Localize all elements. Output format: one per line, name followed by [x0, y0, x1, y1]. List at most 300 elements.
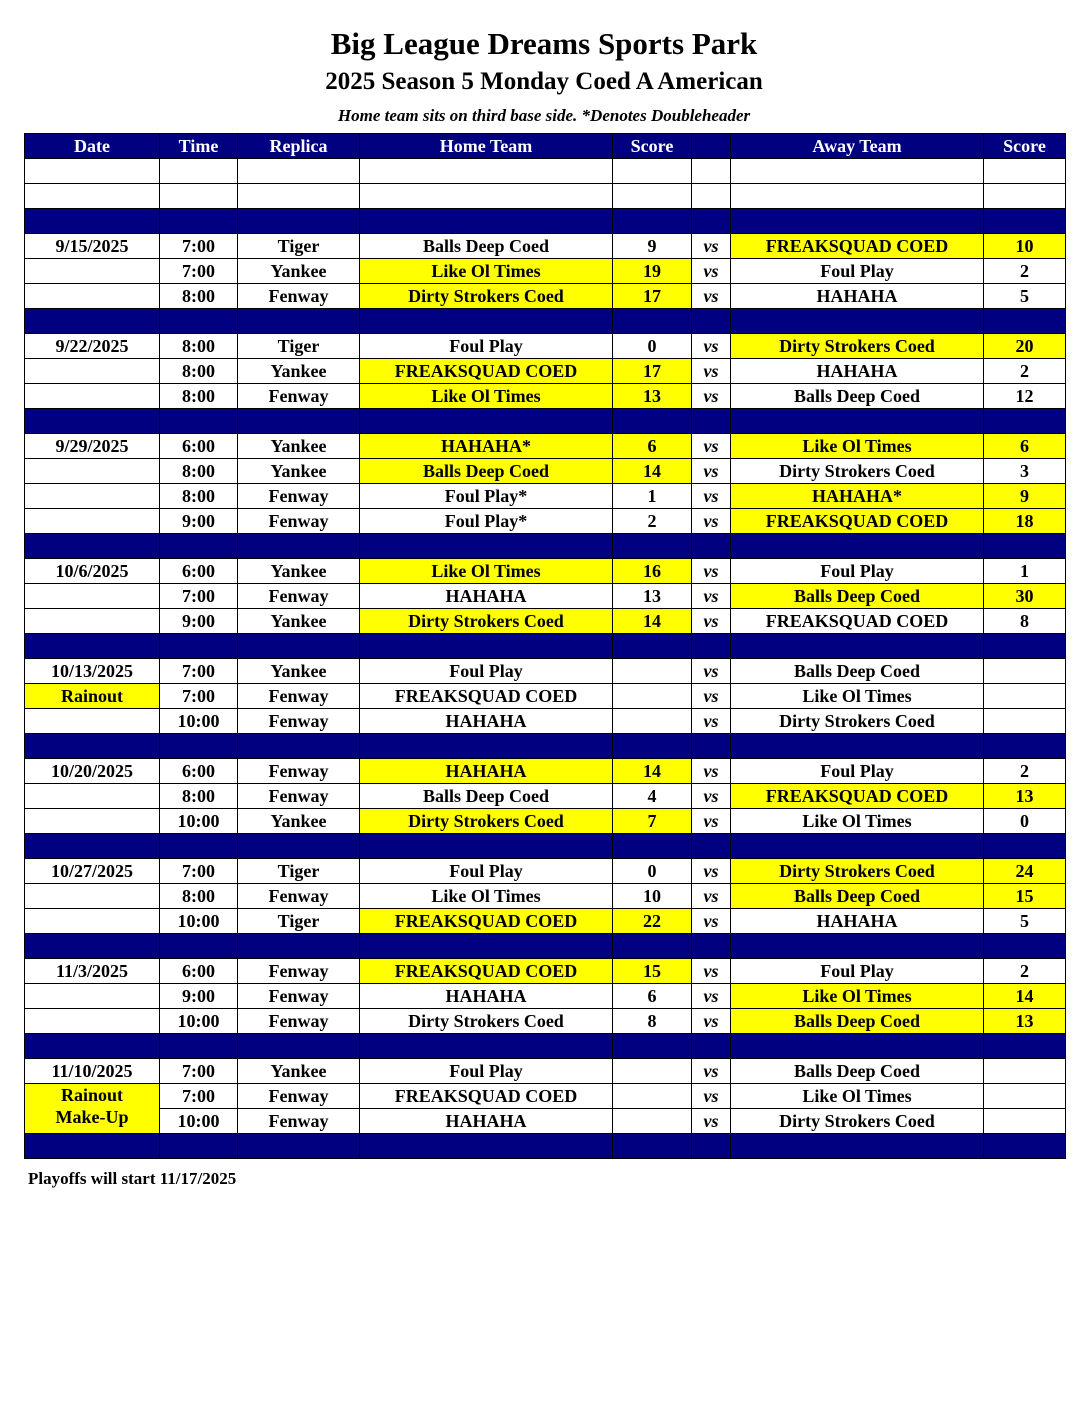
away-score: 24: [984, 859, 1066, 884]
game-replica: Tiger: [238, 859, 360, 884]
away-score: 30: [984, 584, 1066, 609]
game-date: 11/3/2025: [25, 959, 160, 984]
away-team: Dirty Strokers Coed: [731, 334, 984, 359]
away-team: Like Ol Times: [731, 1084, 984, 1109]
home-score: 6: [613, 434, 692, 459]
home-score: [613, 684, 692, 709]
home-score: 7: [613, 809, 692, 834]
empty-cell: [984, 1034, 1066, 1059]
vs-label: vs: [692, 334, 731, 359]
game-row: [25, 1009, 1066, 1034]
empty-cell: [731, 734, 984, 759]
game-replica: Fenway: [238, 709, 360, 734]
empty-cell: [731, 209, 984, 234]
game-row: [25, 1059, 1066, 1084]
away-team: Balls Deep Coed: [731, 584, 984, 609]
game-time: 8:00: [160, 284, 238, 309]
empty-cell: [25, 834, 160, 859]
game-replica: Yankee: [238, 459, 360, 484]
home-score: 10: [613, 884, 692, 909]
away-score: [984, 709, 1066, 734]
away-team: HAHAHA: [731, 284, 984, 309]
away-score: 2: [984, 359, 1066, 384]
col-header-vs: [692, 134, 731, 159]
home-score: 0: [613, 859, 692, 884]
game-time: 10:00: [160, 1109, 238, 1134]
vs-label: vs: [692, 459, 731, 484]
game-time: 7:00: [160, 859, 238, 884]
game-replica: Yankee: [238, 434, 360, 459]
away-team: Dirty Strokers Coed: [731, 709, 984, 734]
page-subtitle: 2025 Season 5 Monday Coed A American: [325, 68, 763, 95]
empty-cell: [984, 409, 1066, 434]
home-score: 16: [613, 559, 692, 584]
game-replica: Tiger: [238, 234, 360, 259]
game-row: [25, 284, 1066, 309]
game-row: [25, 434, 1066, 459]
game-time: 10:00: [160, 809, 238, 834]
home-score: 14: [613, 609, 692, 634]
away-score: 18: [984, 509, 1066, 534]
empty-cell: [160, 734, 238, 759]
empty-cell: [984, 934, 1066, 959]
home-team: Foul Play: [360, 659, 613, 684]
empty-cell: [731, 159, 984, 184]
empty-cell: [360, 934, 613, 959]
empty-cell: [25, 284, 160, 309]
empty-cell: [360, 1034, 613, 1059]
away-score: 10: [984, 234, 1066, 259]
home-team: Like Ol Times: [360, 259, 613, 284]
game-row: [25, 484, 1066, 509]
empty-cell: [613, 409, 692, 434]
separator-row: [25, 209, 1066, 234]
game-time: 9:00: [160, 509, 238, 534]
home-score: 13: [613, 384, 692, 409]
empty-cell: [692, 309, 731, 334]
game-replica: Fenway: [238, 1084, 360, 1109]
game-date: 9/22/2025: [25, 334, 160, 359]
empty-cell: [731, 534, 984, 559]
vs-label: vs: [692, 1009, 731, 1034]
vs-label: vs: [692, 759, 731, 784]
game-time: 7:00: [160, 659, 238, 684]
empty-cell: [25, 634, 160, 659]
away-team: Like Ol Times: [731, 984, 984, 1009]
away-score: 9: [984, 484, 1066, 509]
separator-row: [25, 934, 1066, 959]
empty-cell: [613, 934, 692, 959]
home-score: 8: [613, 1009, 692, 1034]
away-team: Balls Deep Coed: [731, 659, 984, 684]
empty-cell: [25, 359, 160, 384]
home-team: Balls Deep Coed: [360, 459, 613, 484]
game-time: 6:00: [160, 559, 238, 584]
empty-cell: [360, 834, 613, 859]
home-team: FREAKSQUAD COED: [360, 359, 613, 384]
empty-cell: [160, 1134, 238, 1159]
page-title: Big League Dreams Sports Park: [330, 26, 758, 61]
game-replica: Fenway: [238, 1009, 360, 1034]
away-team: Like Ol Times: [731, 434, 984, 459]
away-team: Like Ol Times: [731, 809, 984, 834]
game-time: 8:00: [160, 359, 238, 384]
game-row: [25, 509, 1066, 534]
vs-label: vs: [692, 609, 731, 634]
empty-cell: [692, 1134, 731, 1159]
game-row: [25, 659, 1066, 684]
game-time: 10:00: [160, 909, 238, 934]
home-score: [613, 1059, 692, 1084]
vs-label: vs: [692, 909, 731, 934]
away-score: 15: [984, 884, 1066, 909]
home-score: [613, 709, 692, 734]
empty-cell: [613, 1134, 692, 1159]
away-team: Foul Play: [731, 959, 984, 984]
game-time: 6:00: [160, 959, 238, 984]
game-row: [25, 584, 1066, 609]
home-team: Foul Play*: [360, 509, 613, 534]
empty-cell: [25, 909, 160, 934]
vs-label: vs: [692, 509, 731, 534]
game-time: 8:00: [160, 784, 238, 809]
game-row: [25, 884, 1066, 909]
empty-cell: [692, 634, 731, 659]
empty-cell: [160, 634, 238, 659]
home-score: 0: [613, 334, 692, 359]
empty-cell: [692, 1034, 731, 1059]
game-row: [25, 684, 1066, 709]
empty-cell: [238, 634, 360, 659]
vs-label: vs: [692, 859, 731, 884]
away-team: FREAKSQUAD COED: [731, 509, 984, 534]
empty-cell: [25, 259, 160, 284]
game-row: [25, 559, 1066, 584]
game-time: 8:00: [160, 884, 238, 909]
home-team: Dirty Strokers Coed: [360, 809, 613, 834]
empty-cell: [25, 459, 160, 484]
home-score: 17: [613, 284, 692, 309]
empty-cell: [613, 159, 692, 184]
separator-row: [25, 534, 1066, 559]
empty-cell: [692, 934, 731, 959]
empty-cell: [984, 309, 1066, 334]
vs-label: vs: [692, 959, 731, 984]
away-team: HAHAHA: [731, 359, 984, 384]
away-team: FREAKSQUAD COED: [731, 609, 984, 634]
away-team: Foul Play: [731, 259, 984, 284]
empty-cell: [984, 209, 1066, 234]
game-replica: Fenway: [238, 784, 360, 809]
empty-cell: [160, 409, 238, 434]
home-score: 14: [613, 759, 692, 784]
vs-label: vs: [692, 259, 731, 284]
empty-cell: [360, 734, 613, 759]
game-time: 7:00: [160, 1084, 238, 1109]
vs-label: vs: [692, 1109, 731, 1134]
home-score: 15: [613, 959, 692, 984]
game-replica: Fenway: [238, 959, 360, 984]
away-score: 14: [984, 984, 1066, 1009]
game-time: 7:00: [160, 684, 238, 709]
game-replica: Fenway: [238, 509, 360, 534]
game-time: 8:00: [160, 459, 238, 484]
empty-cell: [25, 159, 160, 184]
home-score: 2: [613, 509, 692, 534]
col-header-replica: Replica: [238, 134, 360, 159]
vs-label: vs: [692, 709, 731, 734]
empty-cell: [25, 809, 160, 834]
empty-cell: [613, 184, 692, 209]
away-score: 5: [984, 284, 1066, 309]
empty-cell: [160, 934, 238, 959]
empty-cell: [613, 534, 692, 559]
away-team: Dirty Strokers Coed: [731, 459, 984, 484]
away-team: Balls Deep Coed: [731, 1059, 984, 1084]
home-score: 9: [613, 234, 692, 259]
game-replica: Yankee: [238, 809, 360, 834]
empty-cell: [731, 1134, 984, 1159]
empty-cell: [25, 584, 160, 609]
game-date: 11/10/2025: [25, 1059, 160, 1084]
vs-label: vs: [692, 284, 731, 309]
empty-cell: [731, 184, 984, 209]
away-team: Balls Deep Coed: [731, 884, 984, 909]
game-row: [25, 809, 1066, 834]
separator-row: [25, 409, 1066, 434]
empty-cell: [692, 184, 731, 209]
home-team: FREAKSQUAD COED: [360, 959, 613, 984]
empty-cell: [25, 209, 160, 234]
empty-cell: [613, 734, 692, 759]
empty-cell: [731, 934, 984, 959]
empty-cell: [160, 834, 238, 859]
away-score: 12: [984, 384, 1066, 409]
empty-cell: [731, 834, 984, 859]
col-header-time: Time: [160, 134, 238, 159]
empty-cell: [25, 884, 160, 909]
home-team: Foul Play*: [360, 484, 613, 509]
empty-cell: [984, 534, 1066, 559]
away-score: 8: [984, 609, 1066, 634]
game-time: 10:00: [160, 709, 238, 734]
home-team: HAHAHA: [360, 709, 613, 734]
game-row: [25, 959, 1066, 984]
away-score: [984, 659, 1066, 684]
home-score: [613, 1109, 692, 1134]
empty-cell: [238, 934, 360, 959]
away-score: [984, 1084, 1066, 1109]
game-time: 6:00: [160, 434, 238, 459]
empty-cell: [238, 309, 360, 334]
empty-cell: [25, 984, 160, 1009]
col-header-home-team: Home Team: [360, 134, 613, 159]
empty-cell: [360, 409, 613, 434]
game-date: 9/29/2025: [25, 434, 160, 459]
game-replica: Fenway: [238, 984, 360, 1009]
game-date: 10/27/2025: [25, 859, 160, 884]
game-row: [25, 359, 1066, 384]
game-replica: Fenway: [238, 759, 360, 784]
empty-cell: [613, 209, 692, 234]
separator-row: [25, 834, 1066, 859]
home-team: HAHAHA: [360, 1109, 613, 1134]
away-team: HAHAHA*: [731, 484, 984, 509]
empty-cell: [731, 1034, 984, 1059]
date-note: Rainout Make-Up: [25, 1084, 160, 1134]
empty-cell: [238, 534, 360, 559]
empty-cell: [25, 309, 160, 334]
vs-label: vs: [692, 809, 731, 834]
home-team: Dirty Strokers Coed: [360, 609, 613, 634]
game-row: [25, 1109, 1066, 1134]
empty-cell: [360, 534, 613, 559]
home-team: FREAKSQUAD COED: [360, 684, 613, 709]
home-team: Balls Deep Coed: [360, 234, 613, 259]
away-team: FREAKSQUAD COED: [731, 784, 984, 809]
home-team: Balls Deep Coed: [360, 784, 613, 809]
home-team: FREAKSQUAD COED: [360, 1084, 613, 1109]
game-time: 8:00: [160, 334, 238, 359]
game-row: [25, 909, 1066, 934]
empty-cell: [25, 1009, 160, 1034]
game-replica: Fenway: [238, 884, 360, 909]
away-team: Foul Play: [731, 559, 984, 584]
away-score: 2: [984, 259, 1066, 284]
empty-cell: [692, 534, 731, 559]
home-score: 13: [613, 584, 692, 609]
date-note: Rainout: [25, 684, 160, 709]
away-team: Balls Deep Coed: [731, 1009, 984, 1034]
home-score: 19: [613, 259, 692, 284]
away-team: Foul Play: [731, 759, 984, 784]
empty-cell: [25, 609, 160, 634]
away-score: 2: [984, 759, 1066, 784]
empty-cell: [25, 934, 160, 959]
empty-cell: [25, 734, 160, 759]
empty-cell: [984, 184, 1066, 209]
empty-cell: [613, 1034, 692, 1059]
home-team: HAHAHA: [360, 759, 613, 784]
home-team: Foul Play: [360, 334, 613, 359]
away-score: 5: [984, 909, 1066, 934]
vs-label: vs: [692, 984, 731, 1009]
game-time: 10:00: [160, 1009, 238, 1034]
game-time: 7:00: [160, 259, 238, 284]
away-score: [984, 1109, 1066, 1134]
home-score: 22: [613, 909, 692, 934]
game-row: [25, 859, 1066, 884]
game-replica: Yankee: [238, 359, 360, 384]
empty-cell: [238, 409, 360, 434]
game-replica: Fenway: [238, 284, 360, 309]
empty-cell: [692, 834, 731, 859]
game-time: 8:00: [160, 484, 238, 509]
empty-cell: [360, 309, 613, 334]
empty-cell: [360, 159, 613, 184]
game-replica: Yankee: [238, 609, 360, 634]
schedule-body: [25, 159, 1066, 1159]
game-time: 8:00: [160, 384, 238, 409]
game-time: 9:00: [160, 984, 238, 1009]
empty-cell: [160, 1034, 238, 1059]
home-score: 17: [613, 359, 692, 384]
game-replica: Fenway: [238, 684, 360, 709]
vs-label: vs: [692, 559, 731, 584]
game-replica: Fenway: [238, 1109, 360, 1134]
away-score: 1: [984, 559, 1066, 584]
vs-label: vs: [692, 1059, 731, 1084]
home-score: 14: [613, 459, 692, 484]
away-score: 13: [984, 784, 1066, 809]
empty-cell: [984, 834, 1066, 859]
empty-cell: [25, 184, 160, 209]
home-team: Like Ol Times: [360, 559, 613, 584]
empty-cell: [360, 209, 613, 234]
home-team: Dirty Strokers Coed: [360, 1009, 613, 1034]
away-score: 2: [984, 959, 1066, 984]
empty-cell: [25, 484, 160, 509]
empty-cell: [613, 309, 692, 334]
game-time: 6:00: [160, 759, 238, 784]
empty-cell: [731, 634, 984, 659]
empty-cell: [984, 159, 1066, 184]
empty-cell: [25, 534, 160, 559]
footer-note: Playoffs will start 11/17/2025: [28, 1169, 237, 1188]
empty-cell: [238, 1134, 360, 1159]
empty-cell: [238, 209, 360, 234]
separator-row: [25, 1034, 1066, 1059]
vs-label: vs: [692, 359, 731, 384]
home-score: 4: [613, 784, 692, 809]
game-row: [25, 609, 1066, 634]
away-team: FREAKSQUAD COED: [731, 234, 984, 259]
home-score: 6: [613, 984, 692, 1009]
empty-cell: [160, 159, 238, 184]
empty-cell: [692, 209, 731, 234]
empty-cell: [238, 834, 360, 859]
game-row: [25, 234, 1066, 259]
col-header-away-team: Away Team: [731, 134, 984, 159]
game-replica: Tiger: [238, 334, 360, 359]
away-team: Dirty Strokers Coed: [731, 1109, 984, 1134]
home-team: Foul Play: [360, 1059, 613, 1084]
away-score: 6: [984, 434, 1066, 459]
vs-label: vs: [692, 884, 731, 909]
home-score: [613, 1084, 692, 1109]
game-time: 7:00: [160, 234, 238, 259]
vs-label: vs: [692, 784, 731, 809]
vs-label: vs: [692, 434, 731, 459]
empty-cell: [25, 1034, 160, 1059]
away-score: 3: [984, 459, 1066, 484]
game-row: [25, 784, 1066, 809]
away-score: 13: [984, 1009, 1066, 1034]
vs-label: vs: [692, 1084, 731, 1109]
away-team: Dirty Strokers Coed: [731, 859, 984, 884]
game-date: 10/13/2025: [25, 659, 160, 684]
game-row: [25, 259, 1066, 284]
page-note: Home team sits on third base side. *Denotes Doubleheader: [337, 106, 751, 125]
vs-label: vs: [692, 234, 731, 259]
empty-cell: [731, 309, 984, 334]
empty-cell: [238, 159, 360, 184]
game-row: [25, 459, 1066, 484]
empty-cell: [984, 1134, 1066, 1159]
col-header-home-score: Score: [613, 134, 692, 159]
empty-cell: [160, 309, 238, 334]
game-time: 7:00: [160, 584, 238, 609]
